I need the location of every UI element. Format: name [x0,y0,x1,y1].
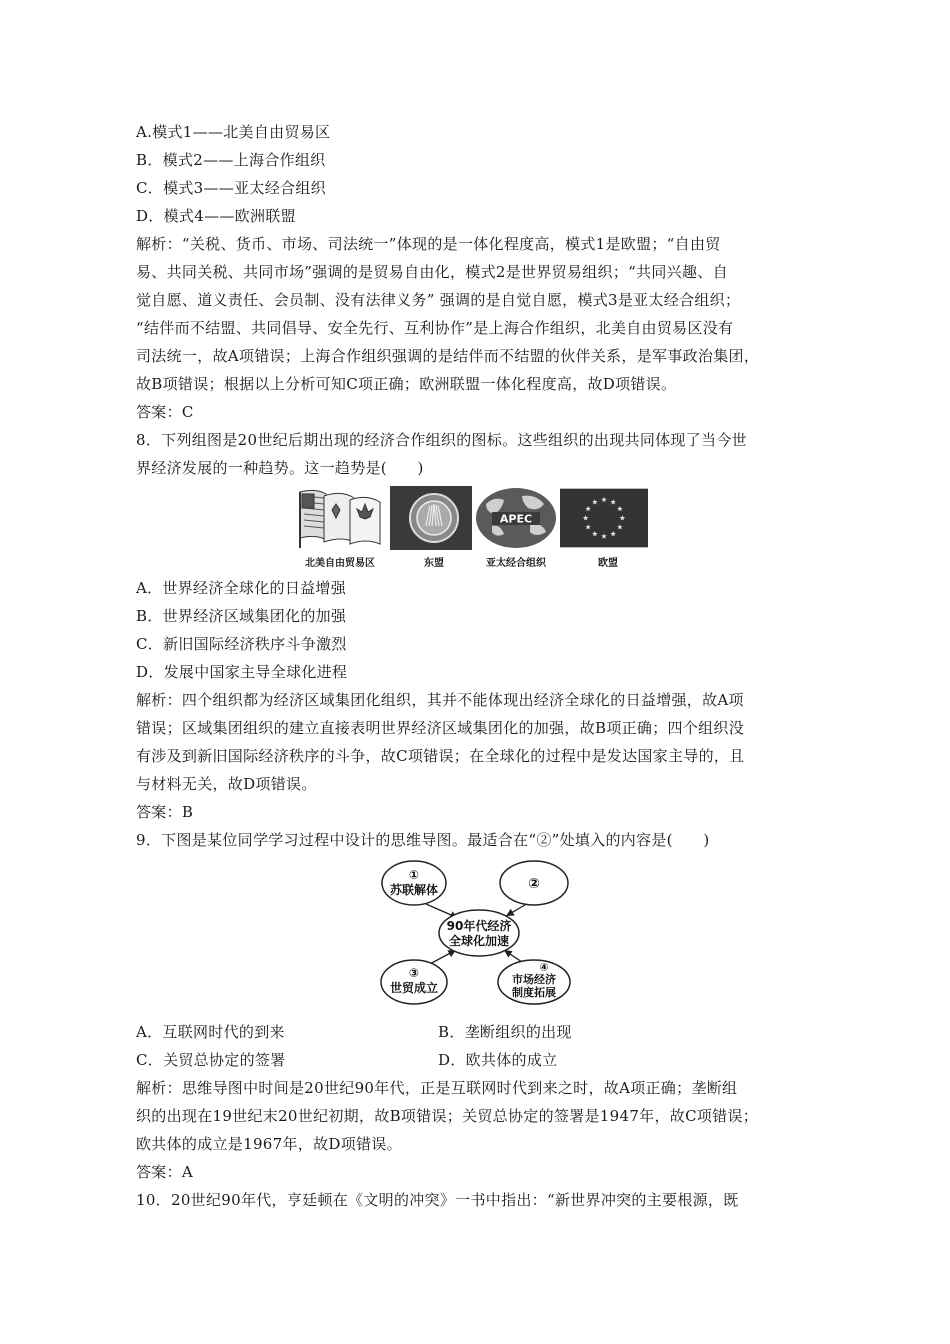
apec-text: APEC [499,512,533,526]
caption-nafta: 北美自由贸易区 [305,558,375,569]
caption-asean: 东盟 [424,558,444,569]
q7-option-d: D．模式4——欧洲联盟 [136,207,296,225]
q9-option-b: B．垄断组织的出现 [438,1023,572,1041]
q7-analysis-line: 司法统一，故A项错误；上海合作组织强调的是结伴而不结盟的伙伴关系，是军事政治集团， [136,347,760,365]
q8-stem-line: 界经济发展的一种趋势。这一趋势是( ) [136,459,424,477]
node-3-label: 世贸成立 [389,981,439,995]
q9-analysis-line: 织的出现在19世纪末20世纪初期，故B项错误；关贸总协定的签署是1947年，故C项错误； [136,1107,759,1125]
q8-answer: 答案：B [136,803,194,821]
q9-option-a: A．互联网时代的到来 [136,1023,285,1041]
q7-option-b: B．模式2——上海合作组织 [136,151,326,169]
eu-flag-logo [560,486,648,550]
q7-analysis-line: 故B项错误；根据以上分析可知C项正确；欧洲联盟一体化程度高，故D项错误。 [136,375,677,393]
node-4-label-2: 制度拓展 [512,986,556,999]
q7-option-a: A.模式1——北美自由贸易区 [136,123,331,141]
q8-analysis-line: 有涉及到新旧国际经济秩序的斗争，故C项错误；在全球化的过程中是发达国家主导的，且 [136,747,745,765]
nafta-flags-logo [296,486,384,550]
q8-option-a: A．世界经济全球化的日益增强 [136,579,347,597]
q9-answer: 答案：A [136,1163,194,1181]
caption-eu: 欧盟 [598,558,618,569]
q8-analysis-line: 解析：四个组织都为经济区域集团化组织，其并不能体现出经济全球化的日益增强，故A项 [136,691,744,709]
q7-analysis-line: “结伴而不结盟、共同倡导、安全先行、互利协作”是上海合作组织，北美自由贸易区没有 [136,319,734,337]
q9-analysis-line: 欧共体的成立是1967年，故D项错误。 [136,1135,402,1153]
q9-option-c: C．关贸总协定的签署 [136,1051,286,1069]
caption-apec: 亚太经合组织 [486,558,546,569]
q8-analysis-line: 与材料无关，故D项错误。 [136,775,317,793]
organization-logos-figure [294,486,656,570]
mind-map-diagram [378,858,578,1008]
node-2-number: ② [528,876,540,892]
node-1-label: 苏联解体 [389,883,439,897]
center-label-1: 90年代经济 [446,919,512,933]
apec-globe-logo [472,486,560,550]
q8-option-b: B．世界经济区域集团化的加强 [136,607,347,625]
q9-option-d: D．欧共体的成立 [438,1051,558,1069]
center-label-2: 全球化加速 [448,934,510,948]
q7-analysis-line: 解析：“关税、货币、市场、司法统一”体现的是一体化程度高，模式1是欧盟；“自由贸 [136,235,721,253]
q7-option-c: C．模式3——亚太经合组织 [136,179,326,197]
q8-option-d: D．发展中国家主导全球化进程 [136,663,348,681]
node-3-number: ③ [408,966,420,980]
node-4-label-1: 市场经济 [512,973,556,986]
center-node [439,910,519,956]
q7-answer: 答案：C [136,403,194,421]
node-1-number: ① [408,868,420,882]
q8-analysis-line: 错误；区域集团组织的建立直接表明世界经济区域集团化的加强，故B项正确；四个组织没 [136,719,745,737]
q7-analysis-line: 易、共同关税、共同市场”强调的是贸易自由化，模式2是世界贸易组织；“共同兴趣、自 [136,263,728,281]
node-4-number: ④ [539,961,549,974]
q8-stem-line: 8．下列组图是20世纪后期出现的经济合作组织的图标。这些组织的出现共同体现了当今世 [136,431,747,449]
q10-stem: 10．20世纪90年代，亨廷顿在《文明的冲突》一书中指出：“新世界冲突的主要根源，既 [136,1191,739,1209]
q9-stem: 9．下图是某位同学学习过程中设计的思维导图。最适合在“②”处填入的内容是( ) [136,831,710,849]
q7-analysis-line: 觉自愿、道义责任、会员制、没有法律义务” 强调的是自觉自愿，模式3是亚太经合组织； [136,291,741,309]
asean-logo [390,486,478,550]
q8-option-c: C．新旧国际经济秩序斗争激烈 [136,635,347,653]
q9-analysis-line: 解析：思维导图中时间是20世纪90年代，正是互联网时代到来之时，故A项正确；垄断组 [136,1079,738,1097]
